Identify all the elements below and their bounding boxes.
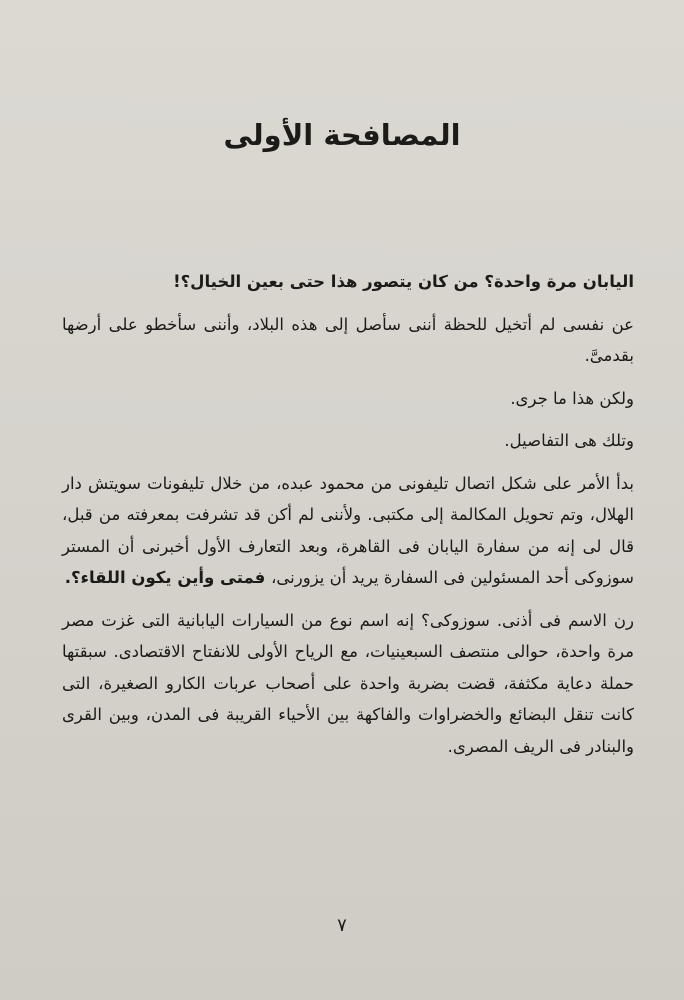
paragraph-4: وتلك هى التفاصيل. xyxy=(504,431,634,450)
paragraph-1: اليابان مرة واحدة؟ من كان يتصور هذا حتى بعين الخيال؟! xyxy=(173,272,634,291)
body-text xyxy=(62,266,634,773)
page-number: ٧ xyxy=(337,915,347,936)
paragraph-2: عن نفسى لم أتخيل للحظة أننى سأصل إلى هذه البلاد، وأننى سأخطو على أرضها بقدمىَّ. xyxy=(62,314,634,365)
paragraph-5-text: بدأ الأمر على شكل اتصال تليفونى من محمود عبده، من خلال تليفونات سويتش دار الهلال، وتم تحويل المكالمة إلى مكتبى. ولأننى لم أكن قد تشرفت بمعرفته من قبل، قال لى إنه من سفارة اليابان فى القاهرة، وبعد التعارف الأول أخبرنى أن المستر سوزوكى أحد المسئولين فى السفارة يريد أن يزورنى، xyxy=(62,473,634,587)
paragraph-6: رن الاسم فى أذنى. سوزوكى؟ إنه اسم نوع من السيارات اليابانية التى غزت مصر مرة واحدة، حوالى منتصف السبعينيات، مع الرياح الأولى للانفتاح الاقتصادى. سبقتها حملة دعاية مكثفة، قضت بضربة واحدة على أصحاب عربات الكارو الصغيرة، التى كانت تنقل البضائع والخضراوات والفاكهة بين الأحياء القريبة فى المدن، وبين القرى والبنادر فى الريف المصرى. xyxy=(62,610,634,756)
paragraph-3: ولكن هذا ما جرى. xyxy=(510,388,634,408)
paragraph-5-bold-question: فمتى وأين يكون اللقاء؟. xyxy=(64,568,272,587)
chapter-title: المصافحة الأولى xyxy=(223,118,461,152)
paragraph-5 xyxy=(62,468,634,594)
